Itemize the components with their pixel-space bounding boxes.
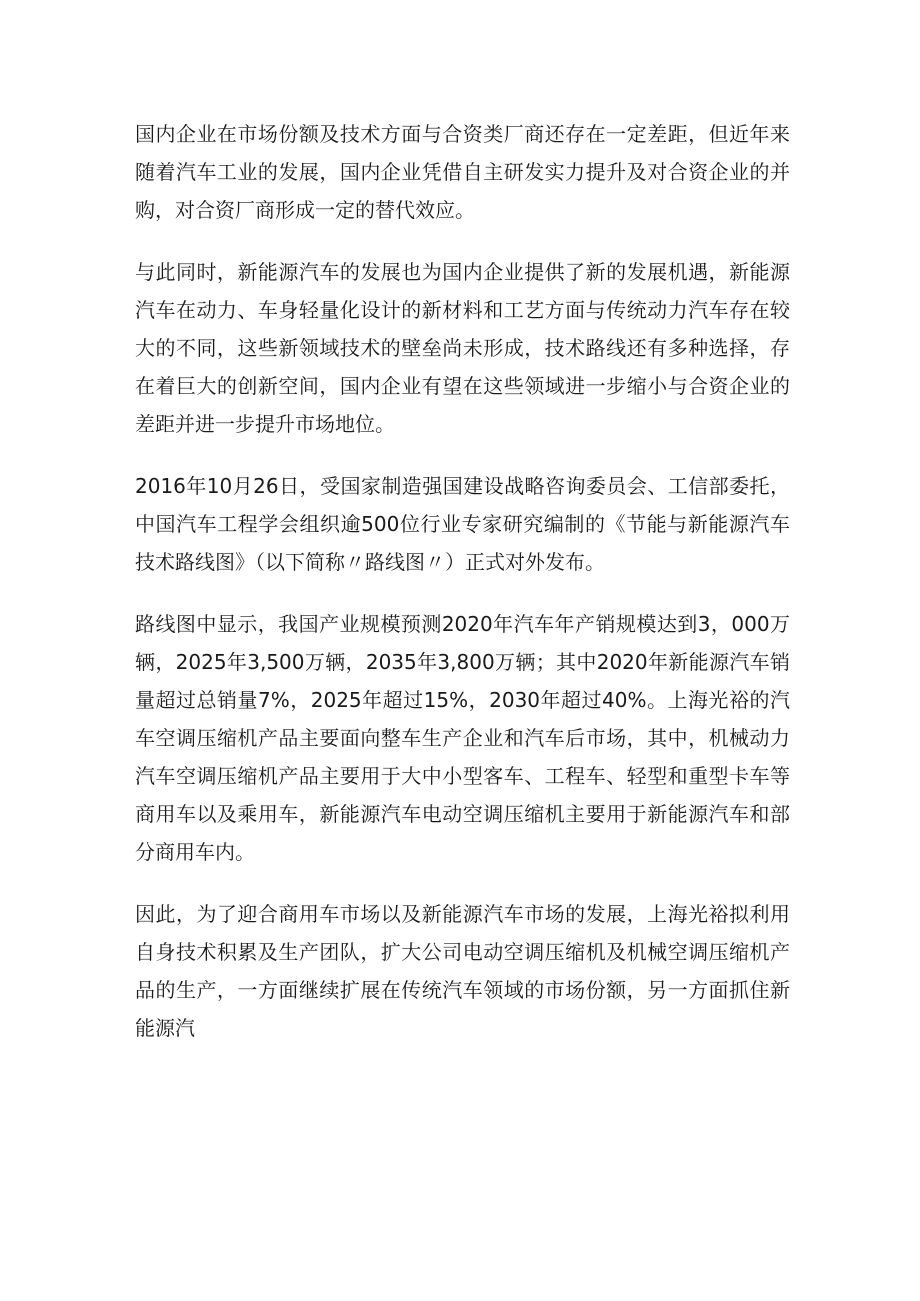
paragraph-industry-forecast: 路线图中显示，我国产业规模预测2020年汽车年产销规模达到3，000万辆，2025年3,500万辆，2035年3,800万辆；其中2020年新能源汽车销量超过总销量7%，2025年超过15%，2030年超过40%。上海光裕的汽车空调压缩机产品主要面向整车生产企业和汽车后市场，其中，机械动力汽车空调压缩机产品主要用于大中小型客车、工程车、轻型和重型卡车等商用车以及乘用车，新能源汽车电动空调压缩机主要用于新能源汽车和部分商用车内。 [135, 612, 790, 864]
paragraph-new-energy-opportunity: 与此同时，新能源汽车的发展也为国内企业提供了新的发展机遇，新能源汽车在动力、车身轻量化设计的新材料和工艺方面与传统动力汽车存在较大的不同，这些新领域技术的壁垒尚未形成，技术路线还有多种选择，存在着巨大的创新空间，国内企业有望在这些领域进一步缩小与合资企业的差距并进一步提升市场地位。 [135, 260, 790, 436]
paragraph-roadmap-release: 2016年10月26日，受国家制造强国建设战略咨询委员会、工信部委托，中国汽车工程学会组织逾500位行业专家研究编制的《节能与新能源汽车技术路线图》（以下简称〃路线图〃）正式对外发布。 [135, 474, 790, 574]
paragraph-expansion-plan: 因此，为了迎合商用车市场以及新能源汽车市场的发展，上海光裕拟利用自身技术积累及生产团队，扩大公司电动空调压缩机及机械空调压缩机产品的生产，一方面继续扩展在传统汽车领域的市场份额，另一方面抓住新能源汽 [135, 902, 790, 1040]
paragraph-market-gap: 国内企业在市场份额及技术方面与合资类厂商还存在一定差距，但近年来随着汽车工业的发展，国内企业凭借自主研发实力提升及对合资企业的并购，对合资厂商形成一定的替代效应。 [135, 122, 790, 222]
document-body [135, 115, 790, 1047]
